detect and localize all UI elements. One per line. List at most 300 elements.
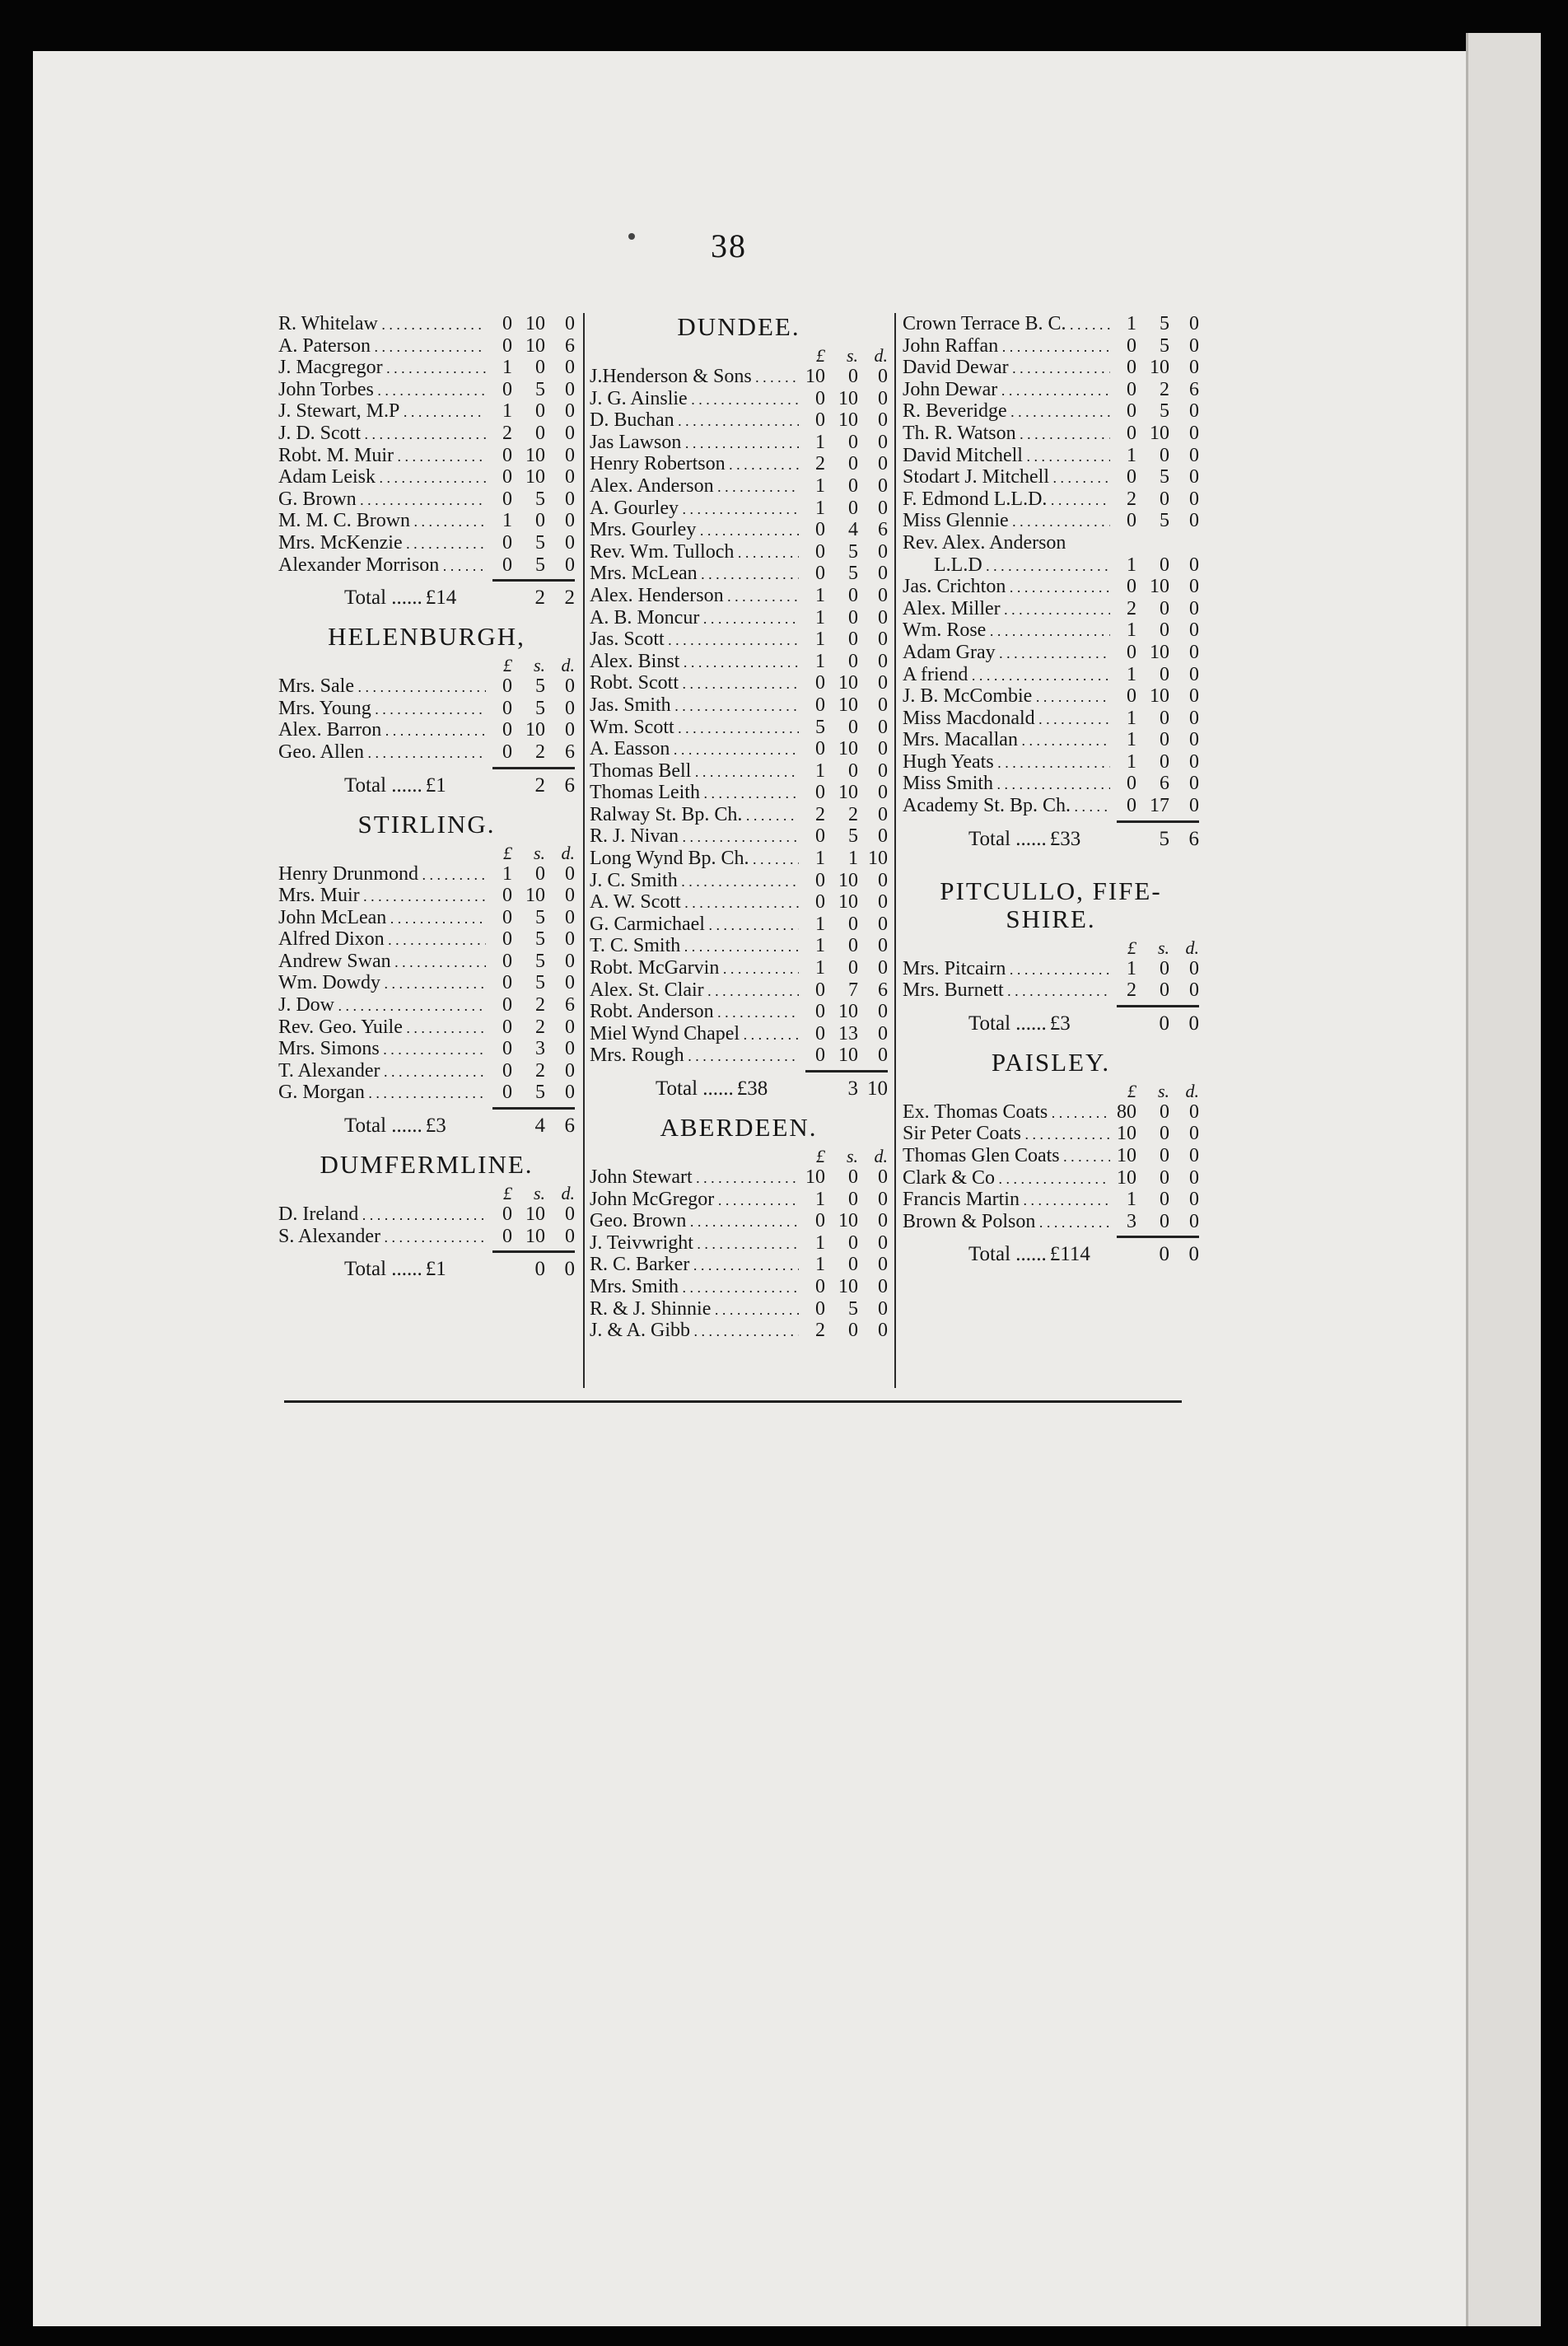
amount-shillings: 0 [848,1320,858,1342]
amount-shillings: 10 [838,694,858,716]
subscriber-name: Alex. Binst . . . [590,651,799,674]
amount-pounds: 2 [502,422,512,444]
amount-pounds: 5 [815,716,825,738]
amount-pence: 0 [565,972,575,994]
amount-pounds: 0 [502,906,512,928]
pence-header: d. [1185,1080,1199,1101]
list-item [903,510,1199,532]
section-title-stirling: STIRLING. [357,809,496,839]
amount-pence: 0 [1189,619,1199,642]
total-shillings: 2 [534,586,545,610]
amount-shillings: 0 [535,422,545,444]
total-word: Total [656,1077,698,1100]
list-item [590,453,888,475]
list-item [278,675,575,698]
amount-shillings: 10 [838,672,858,694]
amount-shillings: 10 [1150,685,1169,708]
amount-pence: 0 [1189,488,1199,510]
total-word: Total [344,1258,387,1281]
list-item [278,357,575,379]
amount-pounds: 0 [815,1001,825,1023]
amount-shillings: 5 [848,540,858,563]
amount-pence: 0 [565,422,575,444]
amount-shillings: 0 [535,400,545,423]
amount-shillings: 5 [848,1297,858,1320]
total-shillings: 3 [847,1077,858,1100]
list-item [903,466,1199,488]
amount-pence: 0 [878,474,888,497]
amount-shillings: 0 [848,453,858,475]
amount-pence: 0 [878,694,888,716]
list-item [278,741,575,764]
subscriber-name: Alex. Anderson . . . [590,475,799,498]
amount-pence: 0 [878,650,888,672]
list-item [590,804,888,826]
amount-pounds: 1 [1127,957,1136,979]
subscriber-name: G. Morgan . . . [278,1082,486,1105]
amount-pence: 0 [878,584,888,606]
subscriber-name: J. Macgregor . . . [278,357,486,380]
amount-pounds: 0 [1127,466,1136,488]
bottom-rule [284,1400,1182,1403]
list-item [903,619,1199,642]
subscriber-name: Alfred Dixon . . . [278,928,486,951]
amount-pence: 0 [878,759,888,782]
subscriber-name: Geo. Brown . . . [590,1210,799,1233]
total-pence: 0 [1188,1243,1199,1266]
amount-pounds: 1 [815,1231,825,1254]
amount-pence: 0 [878,1044,888,1067]
amount-shillings: 5 [1160,334,1169,357]
list-item [590,825,888,848]
amount-shillings: 0 [1160,750,1169,773]
amount-pounds: 2 [815,453,825,475]
amount-shillings: 0 [848,629,858,651]
amount-pounds: 0 [502,697,512,719]
amount-shillings: 0 [1160,1210,1169,1232]
list-item [903,1101,1199,1124]
amount-pounds: 0 [1127,357,1136,379]
amount-pence: 0 [565,554,575,576]
adjacent-page-edge [1466,33,1541,2326]
amount-pence: 0 [878,1320,888,1342]
subscriber-name: D. Buchan . . . [590,409,799,432]
amount-pounds: 0 [502,488,512,510]
amount-shillings: 6 [1160,773,1169,795]
amount-pence: 0 [1189,729,1199,751]
amount-pounds: 10 [1117,1145,1136,1167]
amount-shillings: 4 [848,519,858,541]
amount-pounds: 0 [502,313,512,334]
list-item [278,972,575,994]
amount-pence: 0 [565,1038,575,1060]
list-item [278,510,575,532]
total-shillings: 0 [1159,1012,1169,1035]
total-pounds: £14 [425,586,457,610]
amount-shillings: 10 [1150,357,1169,379]
amount-pounds: 0 [1127,378,1136,400]
amount-pence: 0 [1189,1123,1199,1145]
list-item [590,870,888,892]
amount-pence: 6 [878,519,888,541]
amount-pence: 0 [1189,334,1199,357]
total-label: Total ...... £1 [344,1258,446,1281]
amount-pence: 6 [878,979,888,1001]
amount-pence: 0 [1189,444,1199,466]
subscriber-name: Jas. Scott . . . [590,629,799,652]
list-item [590,979,888,1002]
list-item [278,466,575,488]
subscriber-name: J. Teivwright . . . [590,1232,799,1255]
amount-pence: 0 [1189,1101,1199,1123]
amount-pounds: 1 [815,759,825,782]
amount-pence: 0 [1189,313,1199,334]
amount-pounds: 10 [805,1166,825,1188]
subscriber-name: J. Stewart, M.P . . . [278,400,486,423]
subscriber-name: M. M. C. Brown . . . [278,510,486,533]
pounds-header: £ [503,655,512,676]
shillings-header: s. [1157,937,1169,958]
amount-shillings: 5 [535,531,545,554]
amount-pence: 0 [1189,707,1199,729]
amount-pence: 0 [565,697,575,719]
list-item [903,423,1199,445]
list-item [590,585,888,607]
amount-pence: 0 [878,366,888,387]
subscriber-name: Academy St. Bp. Ch. . . . [903,795,1110,818]
list-item [903,379,1199,401]
subscriber-name: Stodart J. Mitchell . . . [903,466,1110,489]
subscriber-list [590,1166,888,1342]
amount-shillings: 5 [535,928,545,951]
amount-pence: 0 [1189,400,1199,423]
subscriber-name: John Dewar . . . [903,379,1110,402]
amount-pence: 0 [565,1016,575,1038]
subscriber-name: Henry Robertson . . . [590,453,799,476]
amount-pence: 6 [565,741,575,763]
amount-pounds: 1 [1127,619,1136,642]
amount-shillings: 5 [535,554,545,576]
section-title-pitcullo-line2: SHIRE. [1006,904,1096,933]
amount-shillings: 5 [848,825,858,848]
currency-header [903,1082,1199,1101]
total-shillings: 0 [1159,1243,1169,1266]
subscriber-name: Mrs. Burnett . . . [903,979,1110,1002]
total-pounds: £114 [1049,1243,1090,1266]
amount-pounds: 10 [805,366,825,387]
list-item [278,400,575,423]
amount-pounds: 0 [502,950,512,972]
section-title-helensburgh: HELENBURGH, [328,622,525,652]
amount-shillings: 0 [535,510,545,532]
amount-shillings: 5 [535,950,545,972]
subscriber-list [278,675,575,763]
amount-shillings: 0 [1160,488,1169,510]
amount-pence: 0 [878,957,888,979]
subscriber-name: A. Gourley . . . [590,498,799,521]
list-item [590,1001,888,1023]
amount-pounds: 1 [1127,729,1136,751]
subscriber-name: T. Alexander . . . [278,1060,486,1083]
subscriber-name: Wm. Rose . . . [903,619,1110,643]
total-label: Total ...... £38 [656,1077,768,1100]
list-item [590,1210,888,1232]
amount-pence: 0 [1189,554,1199,576]
section-title-dumfermline: DUMFERMLINE. [320,1150,534,1180]
amount-pence: 0 [565,885,575,907]
pence-header: d. [874,1146,888,1166]
total-row [278,1253,575,1286]
amount-shillings: 0 [848,1188,858,1210]
amount-pounds: 1 [815,1188,825,1210]
amount-pounds: 1 [815,913,825,935]
amount-pounds: 0 [502,994,512,1016]
list-item [590,366,888,388]
amount-pence: 0 [565,444,575,466]
amount-shillings: 10 [838,738,858,760]
amount-pence: 0 [878,431,888,453]
amount-pounds: 1 [1127,554,1136,576]
amount-pounds: 0 [815,979,825,1001]
total-word: Total [344,773,387,797]
list-item [278,1226,575,1248]
amount-shillings: 10 [1150,641,1169,663]
amount-shillings: 0 [848,650,858,672]
amount-shillings: 0 [1160,979,1169,1002]
amount-pounds: 0 [502,1038,512,1060]
amount-shillings: 0 [535,357,545,379]
list-item [590,1276,888,1298]
amount-pounds: 0 [815,1210,825,1232]
amount-shillings: 10 [525,885,545,907]
total-row [903,1238,1199,1271]
list-item [903,979,1199,1002]
list-item [590,388,888,410]
list-item [278,488,575,511]
shillings-header: s. [846,1146,858,1166]
amount-pence: 0 [565,357,575,379]
subscriber-name: Mrs. Muir . . . [278,885,486,908]
amount-shillings: 2 [535,741,545,763]
list-item [590,782,888,804]
subscriber-name: R. Beveridge . . . [903,400,1110,423]
subscriber-name: Miss Smith . . . [903,773,1110,796]
total-label: Total ...... £33 [968,827,1081,850]
subscriber-name: John Raffan . . . [903,335,1110,358]
total-word: Total [344,1115,387,1138]
total-pence: 6 [564,1115,575,1138]
amount-pounds: 0 [1127,773,1136,795]
currency-header [278,844,575,863]
list-item [590,717,888,739]
amount-shillings: 5 [1160,313,1169,334]
amount-shillings: 0 [848,431,858,453]
subscriber-name: Hugh Yeats . . . [903,751,1110,774]
list-item [903,1189,1199,1211]
amount-shillings: 0 [1160,663,1169,685]
subscriber-name: A. Paterson . . . [278,335,486,358]
total-row [903,1007,1199,1040]
subscriber-name: Thomas Glen Coats . . . [903,1145,1110,1168]
amount-pounds: 1 [1127,313,1136,334]
list-item [278,335,575,358]
subscriber-name: Ex. Thomas Coats . . . [903,1101,1110,1124]
amount-pounds: 0 [815,519,825,541]
amount-pence: 0 [565,862,575,885]
amount-shillings: 5 [1160,400,1169,423]
currency-header [903,938,1199,958]
amount-pounds: 0 [502,334,512,357]
total-shillings: 5 [1159,827,1169,850]
subscriber-name: Thomas Bell . . . [590,760,799,783]
amount-shillings: 0 [1160,1123,1169,1145]
amount-pence: 0 [565,378,575,400]
list-item [903,554,1199,577]
amount-shillings: 0 [848,759,858,782]
column-3 [903,313,1199,1271]
amount-pounds: 1 [815,848,825,870]
amount-pounds: 0 [502,1016,512,1038]
amount-pounds: 0 [502,444,512,466]
total-word: Total [968,827,1011,850]
amount-pence: 6 [565,994,575,1016]
amount-shillings: 5 [535,906,545,928]
amount-pounds: 0 [815,1044,825,1067]
list-item [903,751,1199,773]
subscriber-name: Wm. Scott . . . [590,717,799,740]
amount-pounds: 0 [815,387,825,409]
list-item [590,563,888,585]
subscriber-name: Rev. Geo. Yuile . . . [278,1016,486,1040]
list-item [278,379,575,401]
column-2 [590,313,888,1342]
amount-shillings: 0 [848,716,858,738]
amount-pence: 0 [565,1225,575,1247]
list-item [590,935,888,957]
subscriber-name: Jas. Smith . . . [590,694,799,717]
amount-pence: 0 [565,531,575,554]
amount-shillings: 10 [525,719,545,741]
list-item [903,685,1199,708]
amount-pence: 0 [878,869,888,891]
list-item [903,576,1199,598]
subscriber-name: Robt. M. Muir . . . [278,445,486,468]
subscriber-list [278,313,575,576]
list-item [590,1232,888,1255]
subscriber-name: Robt. Anderson . . . [590,1001,799,1024]
subscriber-name: A. Easson . . . [590,738,799,761]
subscriber-name: G. Brown . . . [278,488,486,512]
amount-shillings: 0 [1160,1166,1169,1189]
amount-pence: 0 [878,563,888,585]
total-pounds: £3 [425,1115,446,1138]
subscriber-name: Rev. Wm. Tulloch . . . [590,541,799,564]
amount-pounds: 0 [815,738,825,760]
currency-header [278,656,575,675]
subscriber-name: Mrs. Pitcairn . . . [903,958,1110,981]
subscriber-name: Adam Leisk . . . [278,466,486,489]
amount-pounds: 1 [815,957,825,979]
amount-pounds: 1 [1127,707,1136,729]
amount-pounds: 0 [815,540,825,563]
amount-pounds: 80 [1117,1101,1136,1123]
subscriber-list [903,313,1199,817]
amount-pounds: 1 [815,935,825,957]
list-item [590,629,888,651]
subscriber-list [903,1101,1199,1233]
amount-shillings: 10 [525,1225,545,1247]
amount-pence: 0 [1189,510,1199,532]
list-item [903,958,1199,980]
amount-pounds: 0 [815,694,825,716]
amount-pence: 0 [1189,466,1199,488]
total-shillings: 0 [534,1258,545,1281]
amount-pounds: 0 [1127,334,1136,357]
amount-pence: 0 [1189,979,1199,1002]
amount-pence: 0 [565,510,575,532]
total-word: Total [344,586,387,610]
subscriber-name: Mrs. Macallan . . . [903,729,1110,752]
total-word: Total [968,1243,1011,1266]
amount-pence: 0 [1189,1189,1199,1211]
list-item [590,519,888,541]
amount-shillings: 10 [525,1203,545,1226]
subscriber-list [278,863,575,1105]
amount-shillings: 0 [1160,1145,1169,1167]
subscriber-name: Mrs. Rough . . . [590,1044,799,1068]
subscriber-name: Mrs. Gourley . . . [590,519,799,542]
amount-pence: 0 [565,488,575,510]
amount-shillings: 17 [1150,795,1169,817]
total-pence: 2 [564,586,575,610]
list-item [590,672,888,694]
total-pounds: £3 [1049,1012,1071,1035]
amount-shillings: 10 [838,782,858,804]
amount-pounds: 1 [815,650,825,672]
subscriber-name: A. B. Moncur . . . [590,607,799,630]
list-item [278,1038,575,1060]
amount-pence: 0 [878,782,888,804]
subscriber-name: R. & J. Shinnie . . . [590,1298,799,1321]
section-title-pitcullo-line1: PITCULLO, FIFE- [940,876,1162,905]
list-item [590,738,888,760]
list-item [590,1189,888,1211]
subscriber-name: John McGregor . . . [590,1189,799,1212]
list-item [590,914,888,936]
pounds-header: £ [503,842,512,863]
page-number: 38 [711,227,747,264]
list-item [903,642,1199,664]
subscriber-name: Mrs. McKenzie . . . [278,532,486,555]
subscriber-name: Francis Martin . . . [903,1189,1110,1212]
amount-pence: 0 [1189,957,1199,979]
total-shillings: 2 [534,773,545,797]
amount-pence: 0 [1189,663,1199,685]
amount-shillings: 2 [535,1016,545,1038]
list-item [278,1016,575,1039]
list-item [903,729,1199,751]
amount-pounds: 0 [815,409,825,432]
amount-shillings: 0 [848,584,858,606]
amount-pence: 0 [565,400,575,423]
shillings-header: s. [533,655,545,676]
subscriber-name: J. G. Ainslie . . . [590,388,799,411]
ink-dot [628,233,635,240]
total-row [903,823,1199,856]
subscriber-name: R. J. Nivan . . . [590,825,799,848]
subscriber-name: Rev. Alex. Anderson [903,531,1066,554]
amount-pounds: 2 [1127,597,1136,619]
